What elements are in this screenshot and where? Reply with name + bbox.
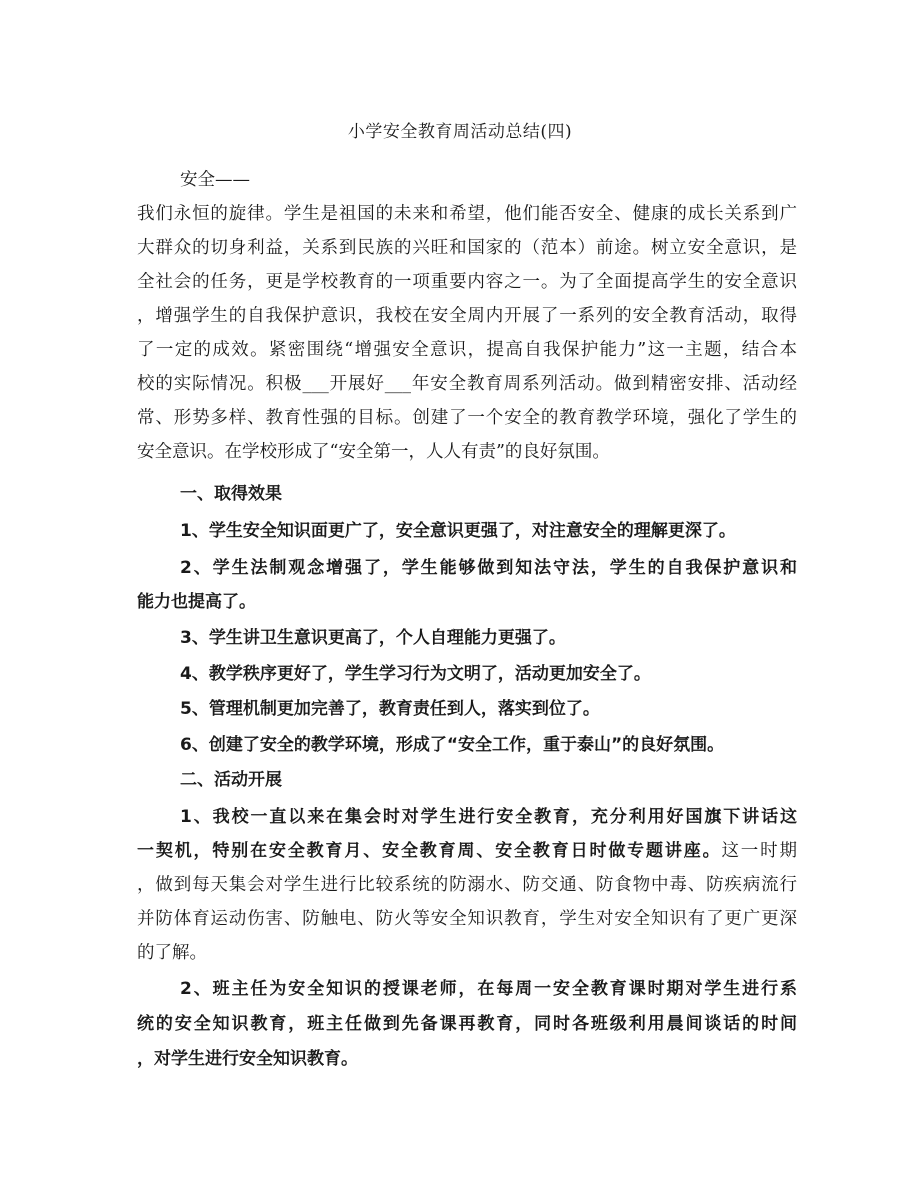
intro-line: 全社会的任务，更是学校教育的一项重要内容之一。为了全面提高学生的安全意识 — [137, 272, 797, 292]
activity-para1-line: ，做到每天集会对学生进行比较系统的防溺水、防交通、防食物中毒、防疾病流行 — [137, 875, 797, 895]
intro-line: 了一定的成效。紧密围绕“增强安全意识，提高自我保护能力”这一主题，结合本 — [137, 340, 797, 360]
result-item: 1、学生安全知识面更广了，安全意识更强了，对注意安全的理解更深了。 — [180, 521, 736, 541]
result-item: 3、学生讲卫生意识更高了，个人自理能力更强了。 — [180, 628, 566, 648]
activity-para1-bold: 1、我校一直以来在集会时对学生进行安全教育，充分利用好国旗下讲话这 — [180, 807, 797, 827]
section-heading-activities: 二、活动开展 — [180, 770, 282, 790]
intro-line: 我们永恒的旋律。学生是祖国的未来和希望，他们能否安全、健康的成长关系到广 — [137, 204, 797, 224]
intro-line: 校的实际情况。积极___开展好___年安全教育周系列活动。做到精密安排、活动经 — [137, 374, 797, 394]
result-item-continuation: 能力也提高了。 — [137, 592, 256, 612]
result-item: 5、管理机制更加完善了，教育责任到人，落实到位了。 — [180, 699, 600, 719]
intro-line: 大群众的切身利益，关系到民族的兴旺和国家的（范本）前途。树立安全意识，是 — [137, 238, 797, 258]
intro-lead: 安全—— — [180, 170, 250, 190]
activity-para2-line: 2、班主任为安全知识的授课老师，在每周一安全教育课时期对学生进行系 — [180, 979, 797, 999]
activity-para2-line: ，对学生进行安全知识教育。 — [137, 1049, 358, 1069]
activity-para1-line: 并防体育运动伤害、防触电、防火等安全知识教育，学生对安全知识有了更广更深 — [137, 909, 797, 929]
result-item: 2、学生法制观念增强了，学生能够做到知法守法，学生的自我保护意识和 — [180, 558, 797, 578]
section-heading-results: 一、取得效果 — [180, 484, 282, 504]
intro-line: ，增强学生的自我保护意识，我校在安全周内开展了一系列的安全教育活动，取得 — [137, 306, 797, 326]
activity-para1-bold-tail: 一契机，特别在安全教育月、安全教育周、安全教育日时做专题讲座。 — [137, 841, 722, 861]
intro-line: 常、形势多样、教育性强的目标。创建了一个安全的教育教学环境，强化了学生的 — [137, 408, 797, 428]
result-item: 6、创建了安全的教学环境，形成了“安全工作，重于泰山”的良好氛围。 — [180, 735, 725, 755]
activity-para1-mixed-line — [137, 839, 797, 863]
document-title: 小学安全教育周活动总结(四) — [347, 122, 573, 142]
activity-para1-normal-tail: 这一时期 — [721, 841, 798, 861]
activity-para1-line: 的了解。 — [137, 943, 207, 963]
activity-para2-line: 统的安全知识教育，班主任做到先备课再教育，同时各班级利用晨间谈话的时间 — [137, 1014, 797, 1034]
intro-line: 安全意识。在学校形成了“安全第一，人人有责”的良好氛围。 — [137, 442, 610, 462]
result-item: 4、教学秩序更好了，学生学习行为文明了，活动更加安全了。 — [180, 664, 651, 684]
